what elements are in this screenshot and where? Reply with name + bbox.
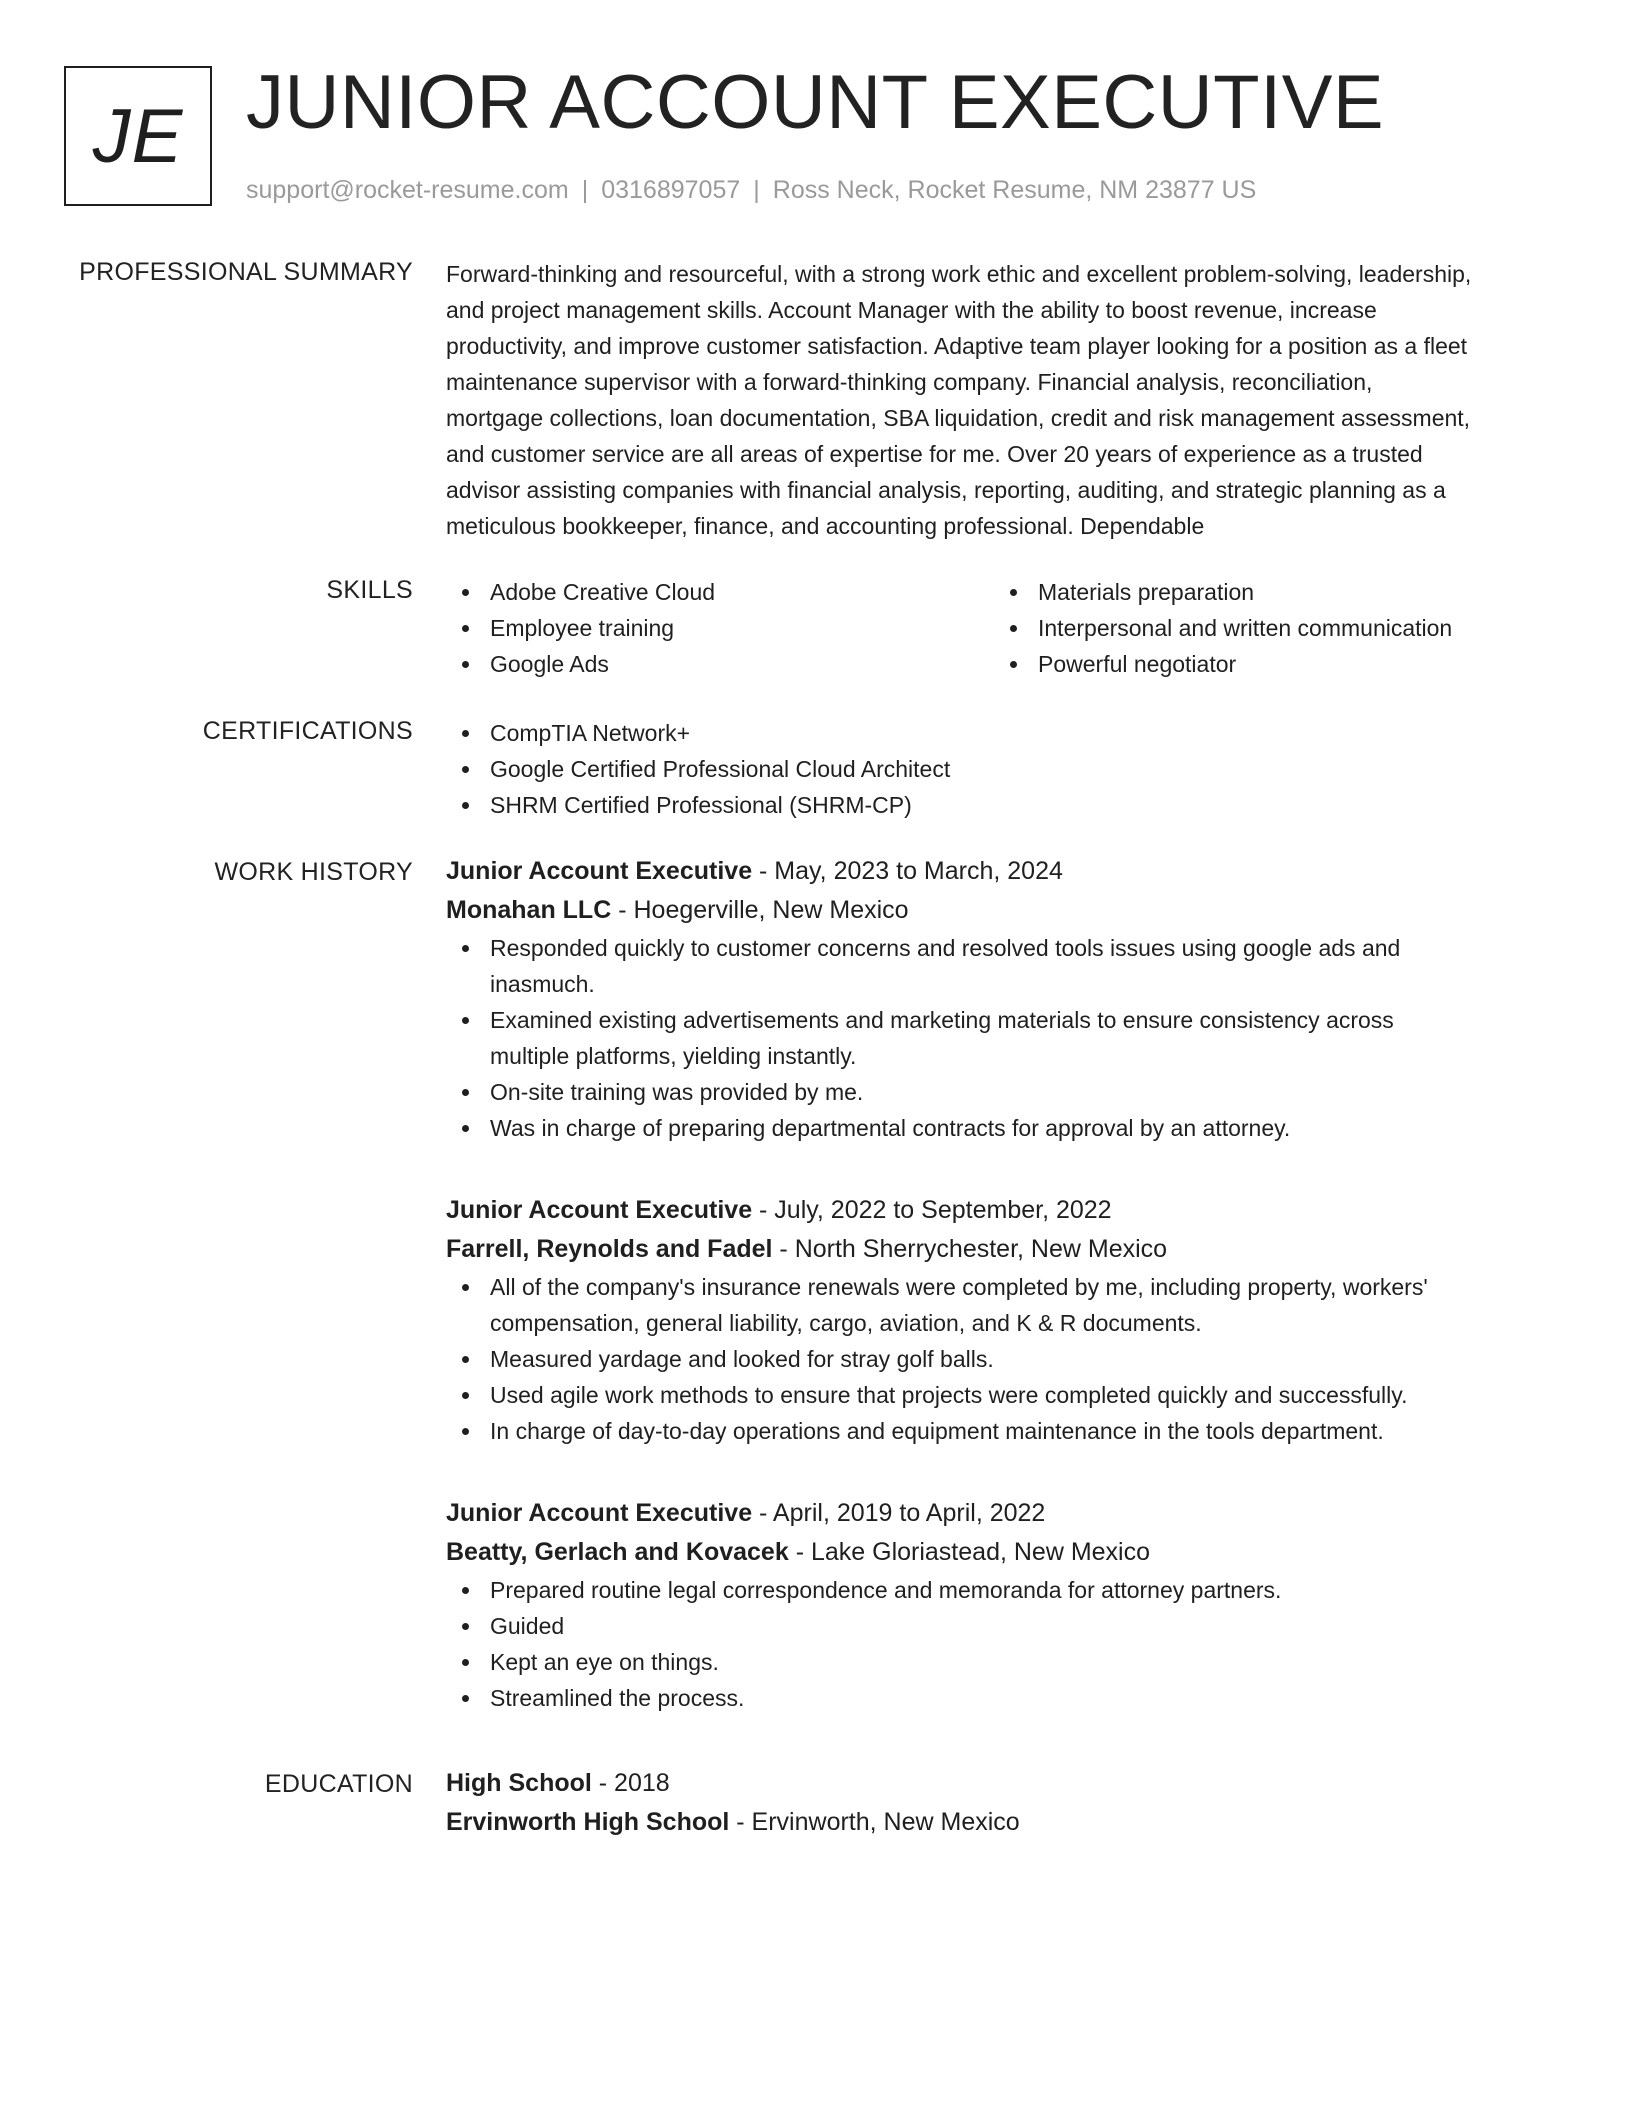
education-degree-line — [446, 1764, 1566, 1803]
list-item — [446, 646, 994, 682]
bullet-text: In charge of day-to-day operations and equipment maintenance in the tools department. — [490, 1418, 1384, 1444]
certification-text: Google Certified Professional Cloud Architect — [490, 756, 951, 782]
job-company-line — [446, 1230, 1566, 1269]
job-title: Junior Account Executive — [446, 857, 753, 885]
bullet-text: All of the company's insurance renewals were completed by me, including property, workers' — [490, 1274, 1428, 1300]
bullet-text: Kept an eye on things. — [490, 1649, 719, 1675]
job-title: Junior Account Executive — [446, 1196, 753, 1224]
contact-email[interactable]: support@rocket-resume.com — [246, 176, 569, 204]
contact-line — [246, 174, 1256, 206]
list-item — [446, 1269, 1566, 1341]
list-item — [446, 1341, 1566, 1377]
education-location: - Ervinworth, New Mexico — [729, 1808, 1020, 1836]
list-item — [994, 646, 1542, 682]
job-dates: - May, 2023 to March, 2024 — [752, 857, 1063, 885]
bullet-dot — [462, 730, 469, 737]
job-company: Farrell, Reynolds and Fadel — [446, 1235, 773, 1263]
section-label-education: EDUCATION — [264, 1770, 413, 1798]
list-item — [446, 1413, 1566, 1449]
bullet-dot — [462, 1587, 469, 1594]
job-location: - Hoegerville, New Mexico — [611, 896, 909, 924]
job-location: - North Sherrychester, New Mexico — [772, 1235, 1168, 1263]
bullet-dot — [462, 1623, 469, 1630]
bullet-text: Streamlined the process. — [490, 1685, 745, 1711]
certification-text: SHRM Certified Professional (SHRM-CP) — [490, 792, 912, 818]
job-bullets — [446, 930, 1566, 1146]
contact-phone[interactable]: 0316897057 — [601, 176, 741, 204]
bullet-dot — [462, 945, 469, 952]
job-entry — [446, 1191, 1566, 1449]
skill-text: Google Ads — [490, 651, 609, 677]
summary-line: mortgage collections, loan documentation, SBA liquidation, credit and risk management assessment, — [446, 405, 1471, 431]
bullet-dot — [462, 1125, 469, 1132]
job-company: Monahan LLC — [446, 896, 612, 924]
bullet-dot — [462, 1392, 469, 1399]
skill-text: Employee training — [490, 615, 675, 641]
bullet-dot — [462, 1428, 469, 1435]
job-company: Beatty, Gerlach and Kovacek — [446, 1538, 789, 1566]
job-dates: - July, 2022 to September, 2022 — [752, 1196, 1112, 1224]
bullet-dot — [462, 625, 469, 632]
section-label-work-history: WORK HISTORY — [214, 858, 413, 886]
bullet-text: Guided — [490, 1613, 565, 1639]
list-item — [446, 715, 1566, 751]
list-item — [994, 610, 1542, 646]
job-title: Junior Account Executive — [446, 1499, 753, 1527]
skills-body — [446, 574, 1566, 682]
job-title-line — [446, 1494, 1566, 1533]
job-location: - Lake Gloriastead, New Mexico — [788, 1538, 1151, 1566]
skill-text: Materials preparation — [1038, 579, 1255, 605]
bullet-dot — [462, 1284, 469, 1291]
bullet-dot — [462, 589, 469, 596]
bullet-text: Examined existing advertisements and marketing materials to ensure consistency across — [490, 1007, 1394, 1033]
job-title-line — [446, 852, 1566, 891]
section-label-skills: SKILLS — [326, 576, 413, 604]
list-item — [446, 1680, 1566, 1716]
skill-text: Interpersonal and written communication — [1038, 615, 1453, 641]
summary-line: productivity, and improve customer satisfaction. Adaptive team player looking for a position as a fleet — [446, 333, 1468, 359]
job-company-line — [446, 1533, 1566, 1572]
bullet-dot — [462, 1017, 469, 1024]
skills-list-left — [446, 574, 994, 682]
skills-list-right — [994, 574, 1542, 682]
summary-line: maintenance supervisor with a forward-thinking company. Financial analysis, reconciliation, — [446, 369, 1373, 395]
bullet-dot — [462, 1659, 469, 1666]
summary-line: Forward-thinking and resourceful, with a strong work ethic and excellent problem-solving, leadership, — [446, 261, 1472, 287]
education-year: - 2018 — [591, 1769, 670, 1797]
bullet-text: On-site training was provided by me. — [490, 1079, 864, 1105]
education-body — [446, 1764, 1566, 1842]
contact-separator: | — [753, 176, 760, 204]
bullet-dot — [1010, 625, 1017, 632]
bullet-text: Used agile work methods to ensure that projects were completed quickly and successfully. — [490, 1382, 1408, 1408]
contact-separator: | — [581, 176, 589, 204]
list-item — [446, 751, 1566, 787]
list-item — [446, 574, 994, 610]
summary-line: and customer service are all areas of expertise for me. Over 20 years of experience as a trusted — [446, 441, 1423, 467]
page-title: JUNIOR ACCOUNT EXECUTIVE — [246, 60, 1385, 145]
list-item — [446, 610, 994, 646]
bullet-text: multiple platforms, yielding instantly. — [490, 1043, 857, 1069]
list-item — [446, 1572, 1566, 1608]
bullet-text: Was in charge of preparing departmental contracts for approval by an attorney. — [490, 1115, 1291, 1141]
certifications-body — [446, 715, 1566, 823]
contact-address: Ross Neck, Rocket Resume, NM 23877 US — [772, 176, 1257, 204]
bullet-text: compensation, general liability, cargo, aviation, and K & R documents. — [490, 1310, 1202, 1336]
list-item — [446, 787, 1566, 823]
job-dates: - April, 2019 to April, 2022 — [752, 1499, 1046, 1527]
bullet-dot — [462, 802, 469, 809]
bullet-dot — [462, 1089, 469, 1096]
certification-text: CompTIA Network+ — [490, 720, 691, 746]
education-school: Ervinworth High School — [446, 1808, 730, 1836]
summary-line: meticulous bookkeeper, finance, and accounting professional. Dependable — [446, 513, 1205, 539]
list-item — [446, 1644, 1566, 1680]
education-school-line — [446, 1803, 1566, 1842]
list-item — [446, 930, 1566, 1002]
job-entry — [446, 852, 1566, 1146]
bullet-dot — [462, 1356, 469, 1363]
education-degree: High School — [446, 1769, 592, 1797]
job-company-line — [446, 891, 1566, 930]
summary-body — [446, 256, 1566, 544]
certifications-list — [446, 715, 1566, 823]
bullet-dot — [462, 1695, 469, 1702]
list-item — [446, 1377, 1566, 1413]
bullet-dot — [1010, 589, 1017, 596]
monogram-initials: JE — [64, 66, 212, 206]
list-item — [446, 1002, 1566, 1074]
summary-line: and project management skills. Account Manager with the ability to boost revenue, increase — [446, 297, 1377, 323]
section-label-summary: PROFESSIONAL SUMMARY — [79, 258, 413, 286]
bullet-dot — [462, 661, 469, 668]
job-bullets — [446, 1572, 1566, 1716]
list-item — [446, 1110, 1566, 1146]
job-entry — [446, 1494, 1566, 1716]
summary-line: advisor assisting companies with financial analysis, reporting, auditing, and strategic planning as a — [446, 477, 1446, 503]
list-item — [446, 1608, 1566, 1644]
bullet-text: Measured yardage and looked for stray golf balls. — [490, 1346, 994, 1372]
bullet-text: Responded quickly to customer concerns and resolved tools issues using google ads and — [490, 935, 1401, 961]
bullet-text: Prepared routine legal correspondence and memoranda for attorney partners. — [490, 1577, 1282, 1603]
bullet-dot — [462, 766, 469, 773]
work-history-body — [446, 856, 1566, 1756]
bullet-dot — [1010, 661, 1017, 668]
skill-text: Powerful negotiator — [1038, 651, 1237, 677]
job-title-line — [446, 1191, 1566, 1230]
bullet-text: inasmuch. — [490, 971, 595, 997]
section-label-certifications: CERTIFICATIONS — [202, 717, 413, 745]
list-item — [994, 574, 1542, 610]
skill-text: Adobe Creative Cloud — [490, 579, 716, 605]
job-bullets — [446, 1269, 1566, 1449]
list-item — [446, 1074, 1566, 1110]
